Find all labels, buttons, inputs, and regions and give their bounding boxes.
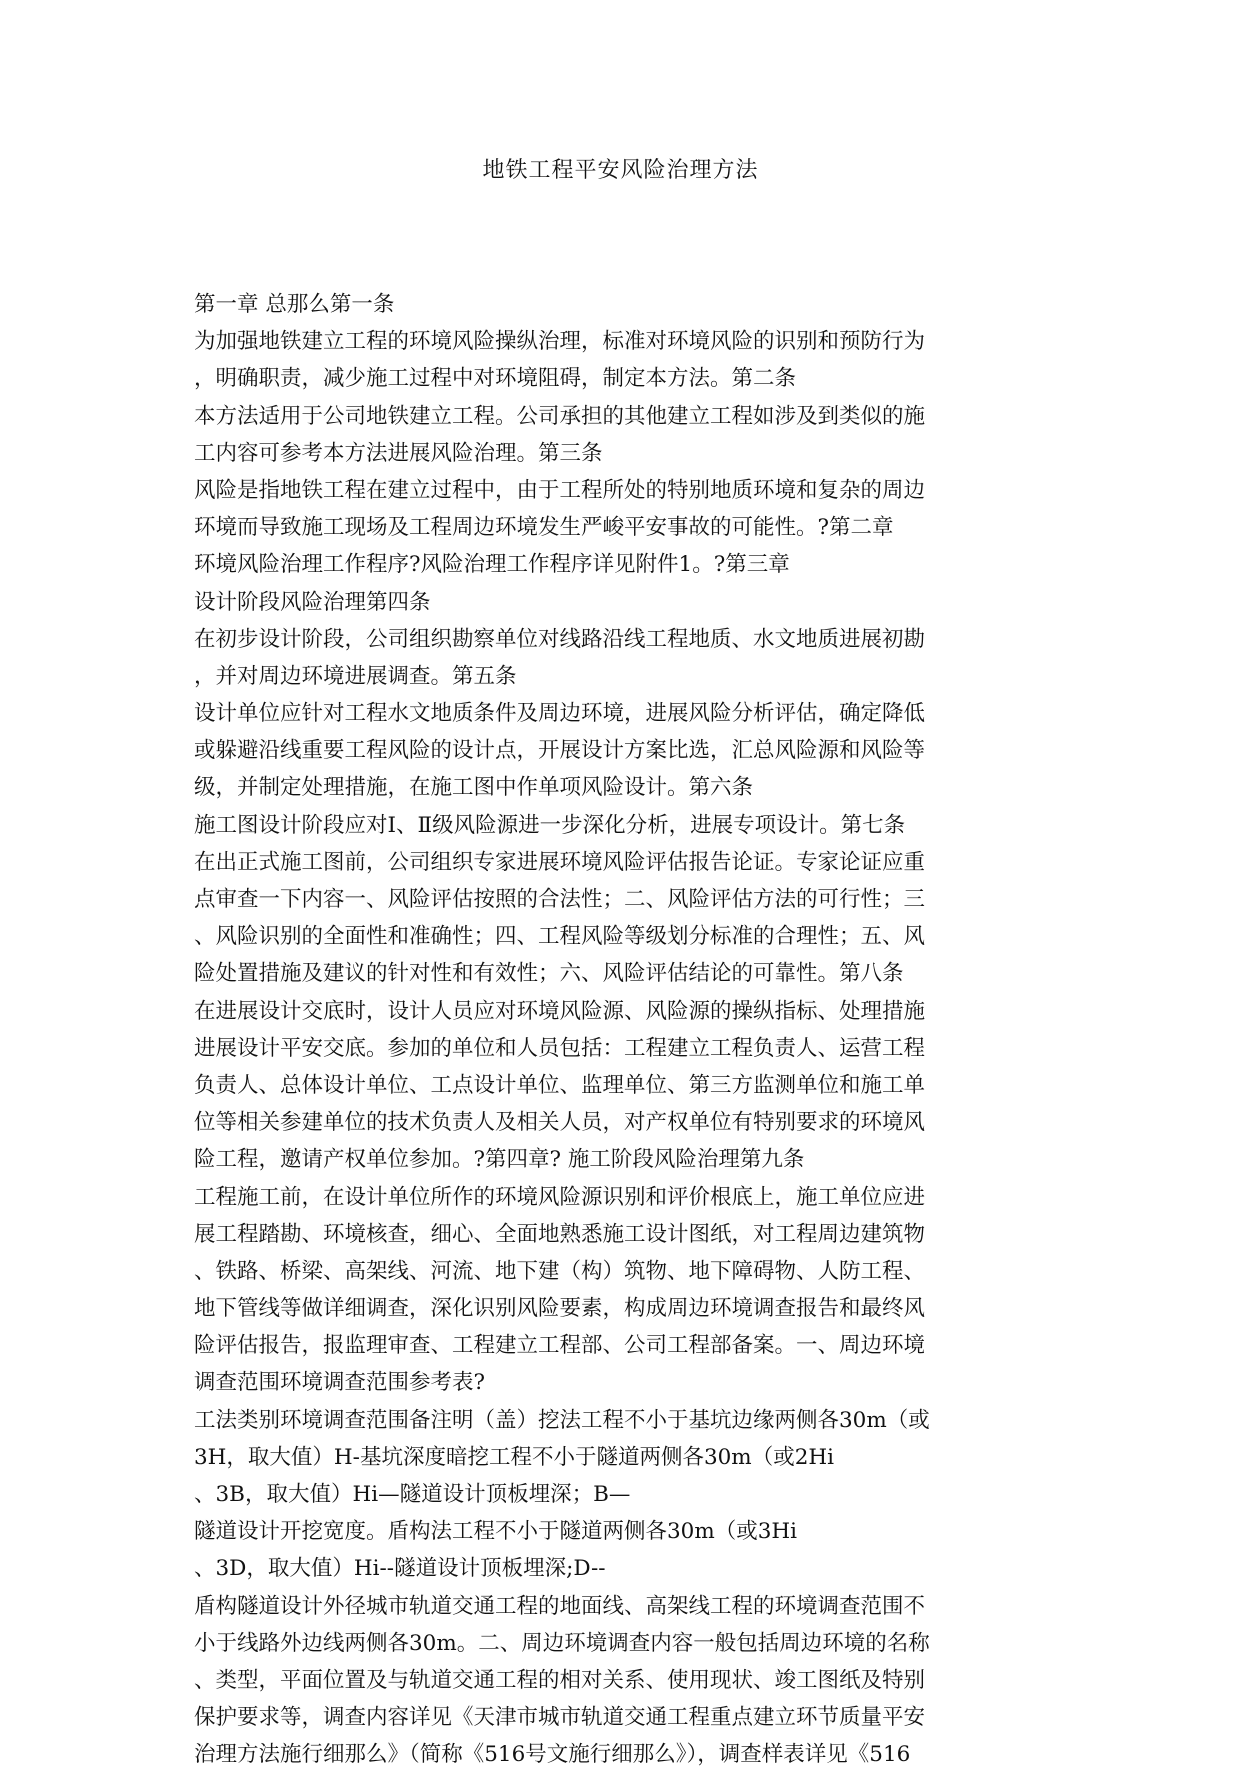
body-line: 工内容可参考本方法进展风险治理。第三条 — [194, 440, 603, 466]
body-line: 或躲避沿线重要工程风险的设计点，开展设计方案比选，汇总风险源和风险等 — [194, 738, 926, 764]
document-body — [194, 286, 1044, 1774]
body-line: ，并对周边环境进展调查。第五条 — [194, 663, 517, 689]
body-line: 、3D，取大值）Hi--隧道设计顶板埋深;D-- — [194, 1556, 606, 1582]
body-line: 盾构隧道设计外径城市轨道交通工程的地面线、高架线工程的环境调查范围不 — [194, 1593, 926, 1619]
body-line: 小于线路外边线两侧各30m。二、周边环境调查内容一般包括周边环境的名称 — [194, 1630, 930, 1656]
body-line: 在出正式施工图前，公司组织专家进展环境风险评估报告论证。专家论证应重 — [194, 849, 926, 875]
body-line: 施工图设计阶段应对Ⅰ、Ⅱ级风险源进一步深化分析，进展专项设计。第七条 — [194, 812, 906, 838]
body-line: 设计单位应针对工程水文地质条件及周边环境，进展风险分析评估，确定降低 — [194, 701, 926, 727]
body-line: 保护要求等，调查内容详见《天津市城市轨道交通工程重点建立环节质量平安 — [194, 1705, 926, 1731]
body-line: 第一章 总那么第一条 — [194, 292, 395, 317]
body-line: 点审查一下内容一、风险评估按照的合法性；二、风险评估方法的可行性；三 — [194, 887, 926, 912]
body-line: 风险是指地铁工程在建立过程中，由于工程所处的特别地质环境和复杂的周边 — [194, 477, 926, 503]
body-line: 、3B，取大值）Hi—隧道设计顶板埋深；B— — [194, 1482, 631, 1507]
document-title: 地铁工程平安风险治理方法 — [482, 158, 759, 183]
body-line: 位等相关参建单位的技术负责人及相关人员，对产权单位有特别要求的环境风 — [194, 1110, 926, 1136]
body-line: 环境而导致施工现场及工程周边环境发生严峻平安事故的可能性。?第二章 — [194, 515, 894, 541]
body-line: 险处置措施及建议的针对性和有效性；六、风险评估结论的可靠性。第八条 — [194, 961, 904, 987]
body-line: 工程施工前，在设计单位所作的环境风险源识别和评价根底上，施工单位应进 — [194, 1184, 926, 1210]
body-line: 工法类别环境调查范围备注明（盖）挖法工程不小于基坑边缘两侧各30m（或 — [194, 1407, 930, 1433]
body-line: 、类型，平面位置及与轨道交通工程的相对关系、使用现状、竣工图纸及特别 — [194, 1667, 926, 1693]
body-line: 负责人、总体设计单位、工点设计单位、监理单位、第三方监测单位和施工单 — [194, 1072, 926, 1098]
body-line: 在初步设计阶段，公司组织勘察单位对线路沿线工程地质、水文地质进展初勘 — [194, 626, 926, 652]
body-line: 地下管线等做详细调查，深化识别风险要素，构成周边环境调查报告和最终风 — [194, 1296, 926, 1322]
body-line: 本方法适用于公司地铁建立工程。公司承担的其他建立工程如涉及到类似的施 — [194, 403, 926, 429]
body-line: 3H，取大值）H-基坑深度暗挖工程不小于隧道两侧各30m（或2Hi — [194, 1444, 834, 1470]
body-line: 设计阶段风险治理第四条 — [194, 589, 431, 615]
body-line: 展工程踏勘、环境核查，细心、全面地熟悉施工设计图纸，对工程周边建筑物 — [194, 1221, 926, 1247]
body-line: 在进展设计交底时，设计人员应对环境风险源、风险源的操纵指标、处理措施 — [194, 998, 926, 1024]
body-line: 治理方法施行细那么》（简称《516号文施行细那么》），调查样表详见《516 — [194, 1742, 911, 1768]
body-line: 级，并制定处理措施，在施工图中作单项风险设计。第六条 — [194, 775, 754, 801]
body-line: 为加强地铁建立工程的环境风险操纵治理，标准对环境风险的识别和预防行为 — [194, 329, 926, 355]
body-line: 隧道设计开挖宽度。盾构法工程不小于隧道两侧各30m（或3Hi — [194, 1519, 798, 1545]
body-line: 环境风险治理工作程序?风险治理工作程序详见附件1。?第三章 — [194, 552, 790, 578]
body-line: 调查范围环境调查范围参考表? — [194, 1370, 486, 1396]
body-line: 险工程，邀请产权单位参加。?第四章? 施工阶段风险治理第九条 — [194, 1147, 805, 1173]
body-line: 、铁路、桥梁、高架线、河流、地下建（构）筑物、地下障碍物、人防工程、 — [194, 1258, 926, 1284]
body-line: 、风险识别的全面性和准确性；四、工程风险等级划分标准的合理性；五、风 — [194, 924, 926, 950]
body-line: 进展设计平安交底。参加的单位和人员包括：工程建立工程负责人、运营工程 — [194, 1035, 926, 1061]
body-line: ，明确职责，减少施工过程中对环境阻碍，制定本方法。第二条 — [194, 366, 797, 392]
body-line: 险评估报告，报监理审查、工程建立工程部、公司工程部备案。一、周边环境 — [194, 1333, 926, 1359]
